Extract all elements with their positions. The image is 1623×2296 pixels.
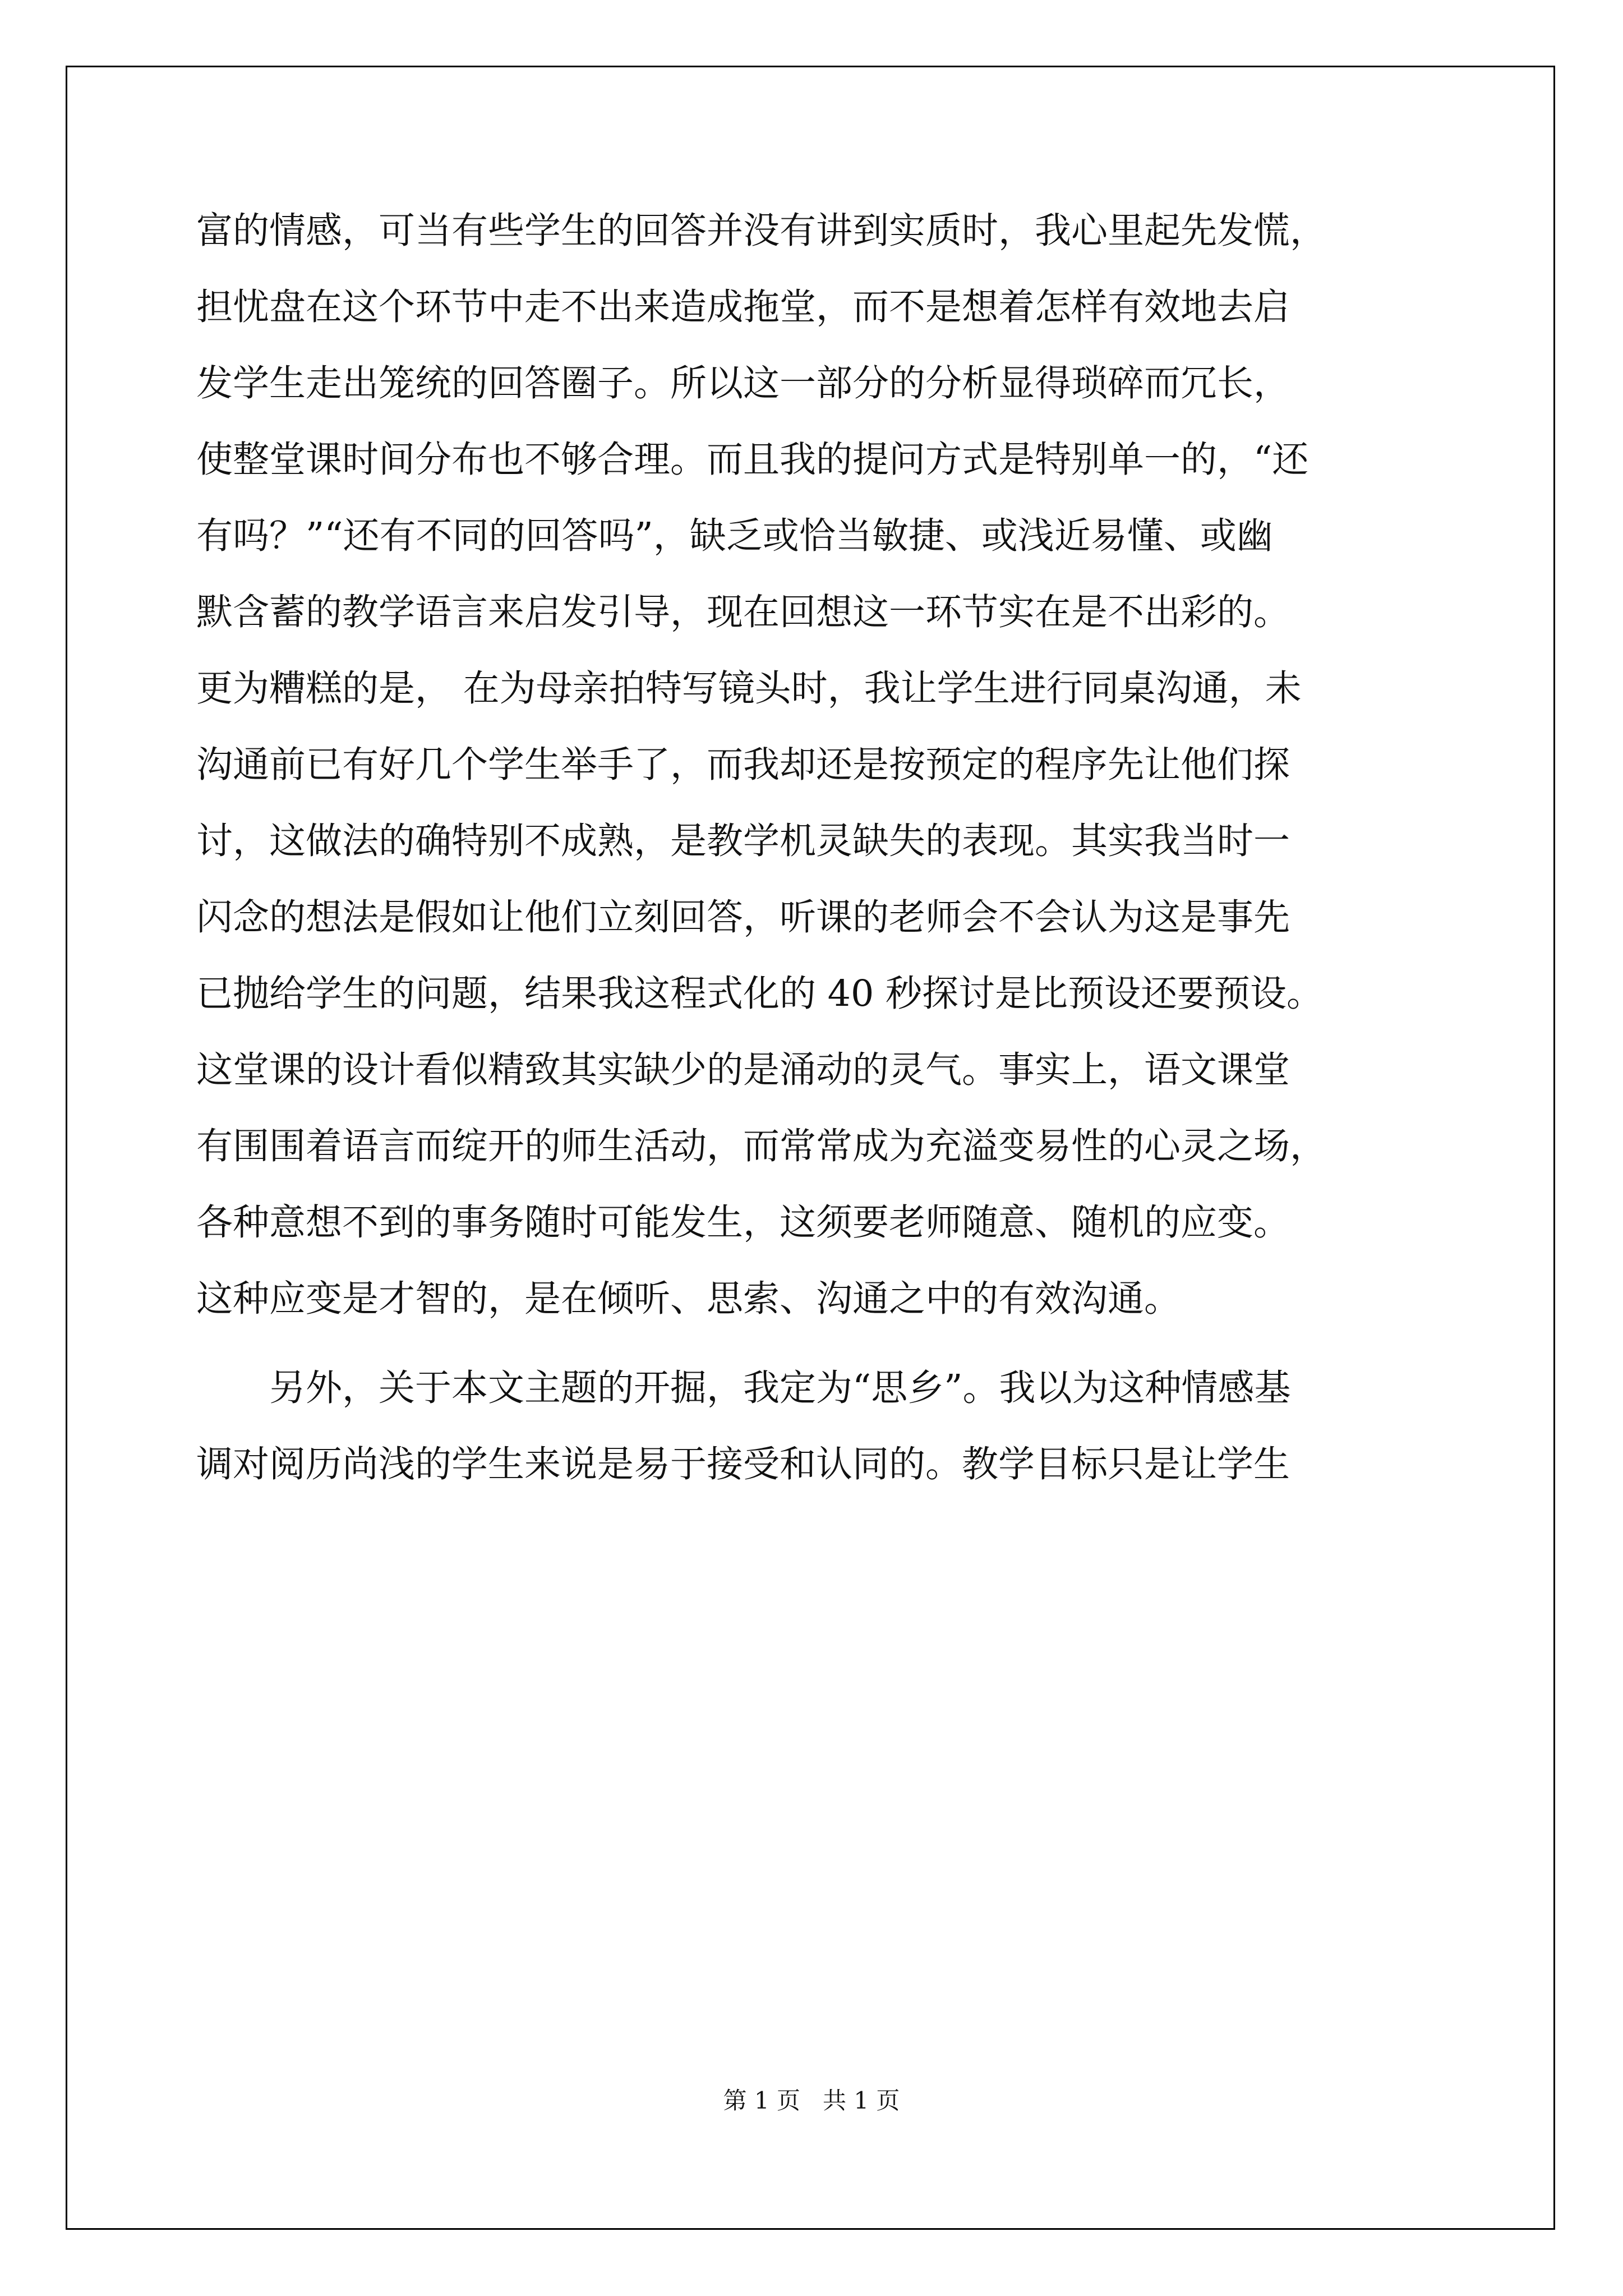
text-line: 担忧盘在这个环节中走不出来造成拖堂，而不是想着怎样有效地去启 (196, 286, 1290, 328)
text-line: 这种应变是才智的，是在倾听、思索、沟通之中的有效沟通。 (196, 1278, 1181, 1320)
page-total: 共 1 页 (823, 2087, 900, 2114)
page-footer (0, 2085, 1623, 2116)
text-line: 使整堂课时间分布也不够合理。而且我的提问方式是特别单一的，“还 (196, 439, 1309, 481)
text-line: 闪念的想法是假如让他们立刻回答，听课的老师会不会认为这是事先 (196, 896, 1290, 938)
text-line: 沟通前已有好几个学生举手了，而我却还是按预定的程序先让他们探 (196, 744, 1290, 786)
text-line: 另外，关于本文主题的开掘，我定为“思乡”。我以为这种情感基 (196, 1367, 1291, 1409)
text-line: 发学生走出笼统的回答圈子。所以这一部分的分析显得琐碎而冗长， (196, 362, 1290, 404)
text-line: 更为糟糕的是， 在为母亲拍特写镜头时，我让学生进行同桌沟通，未 (196, 668, 1302, 710)
text-line: 已抛给学生的问题，结果我这程式化的 40 秒探讨是比预设还要预设。 (196, 973, 1324, 1015)
text-line: 这堂课的设计看似精致其实缺少的是涌动的灵气。事实上，语文课堂 (196, 1049, 1290, 1091)
text-line: 富的情感，可当有些学生的回答并没有讲到实质时，我心里起先发慌， (196, 210, 1327, 252)
text-line: 各种意想不到的事务随时可能发生，这须要老师随意、随机的应变。 (196, 1202, 1290, 1244)
text-line: 有围围着语言而绽开的师生活动，而常常成为充溢变易性的心灵之场， (196, 1125, 1327, 1167)
text-line: 讨，这做法的确特别不成熟，是教学机灵缺失的表现。其实我当时一 (196, 820, 1290, 862)
text-line: 调对阅历尚浅的学生来说是易于接受和认同的。教学目标只是让学生 (196, 1443, 1290, 1485)
text-line: 默含蓄的教学语言来启发引导，现在回想这一环节实在是不出彩的。 (196, 591, 1290, 633)
page-number: 第 1 页 (723, 2087, 800, 2114)
text-line: 有吗？”“还有不同的回答吗”，缺乏或恰当敏捷、或浅近易懂、或幽 (196, 515, 1273, 557)
